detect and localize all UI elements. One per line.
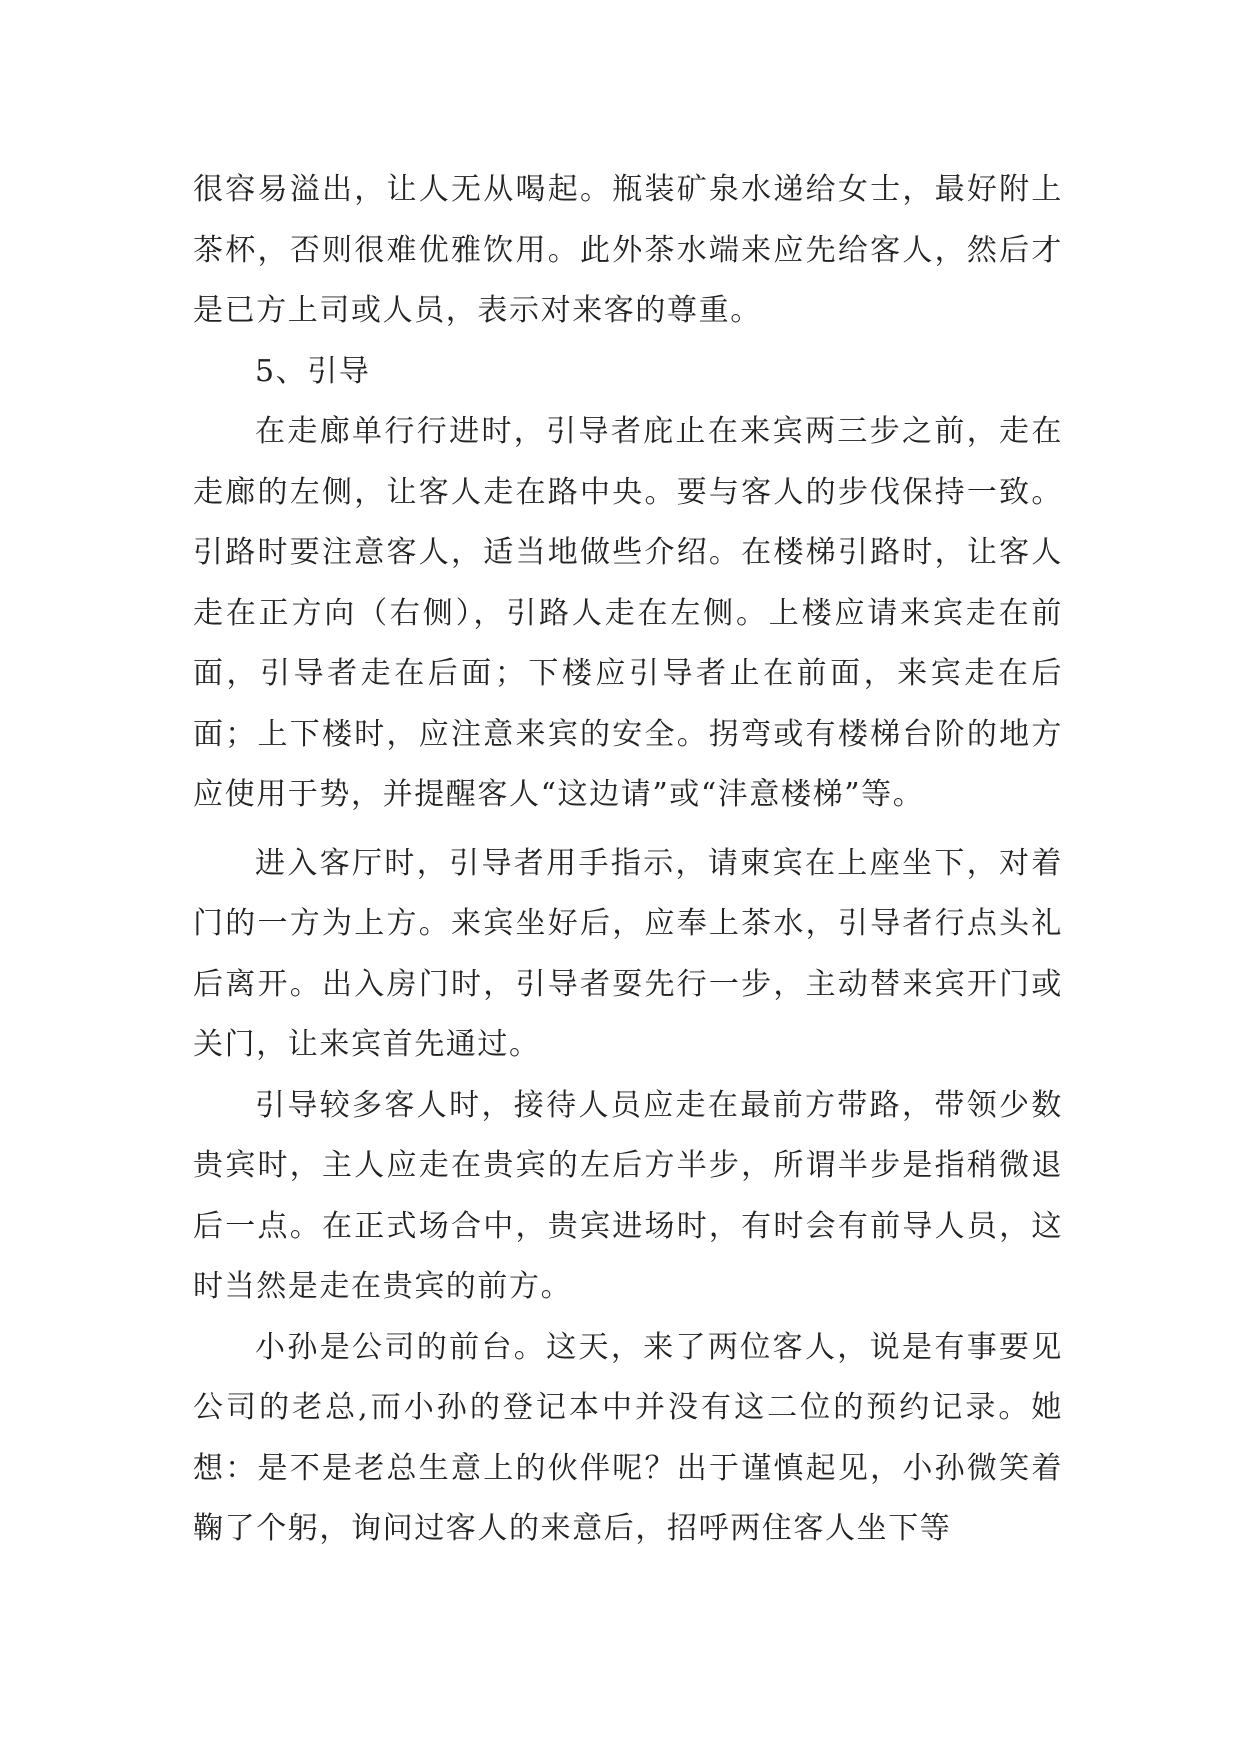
paragraph-entering-reception: 进入客厅时，引导者用手指示，请柬宾在上座坐下，对着门的一方为上方。来宾坐好后，应奉上茶水，引导者行点头礼后离开。出入房门时，引导者耍先行一步，主动替来宾开门或关门，让来宾首先通过。 [193,845,1063,1062]
document-page [193,160,1063,1560]
paragraph-corridor-guidance: 在走廊单行行进时，引导者庇止在来宾两三步之前，走在走廊的左侧，让客人走在路中央。要与客人的步伐保持一致。引路时要注意客人，适当地做些介绍。在楼梯引路时，让客人走在正方向（右侧），引路人走在左侧。上楼应请来宾走在前面，引导者走在后面；下楼应引导者止在前面，来宾走在后面；上下楼时，应注意来宾的安全。拐弯或有楼梯台阶的地方应使用于势，并提醒客人“这边请”或“沣意楼梯”等。 [193,414,1063,812]
paragraph-continued: 很容易溢出，让人无从喝起。瓶装矿泉水递给女士，最好附上茶杯，否则很难优雅饮用。此外茶水端来应先给客人，然后才是已方上司或人员，表示对来客的尊重。 [193,172,1063,328]
section-heading-guidance: 5、引导 [255,353,371,389]
paragraph-many-guests: 引导较多客人时，接待人员应走在最前方带路，带领少数贵宾时，主人应走在贵宾的左后方半步，所谓半步是指稍微退后一点。在正式场合中，贵宾进场时，有时会有前导人员，这时当然是走在贵宾的前方。 [193,1087,1063,1304]
paragraph-case-xiaosun: 小孙是公司的前台。这天，来了两位客人，说是有事要见公司的老总,而小孙的登记本中并没有这二位的预约记录。她想：是不是老总生意上的伙伴呢？出于谨慎起见，小孙微笑着鞠了个躬，询问过客人的来意后，招呼两住客人坐下等 [193,1329,1063,1546]
